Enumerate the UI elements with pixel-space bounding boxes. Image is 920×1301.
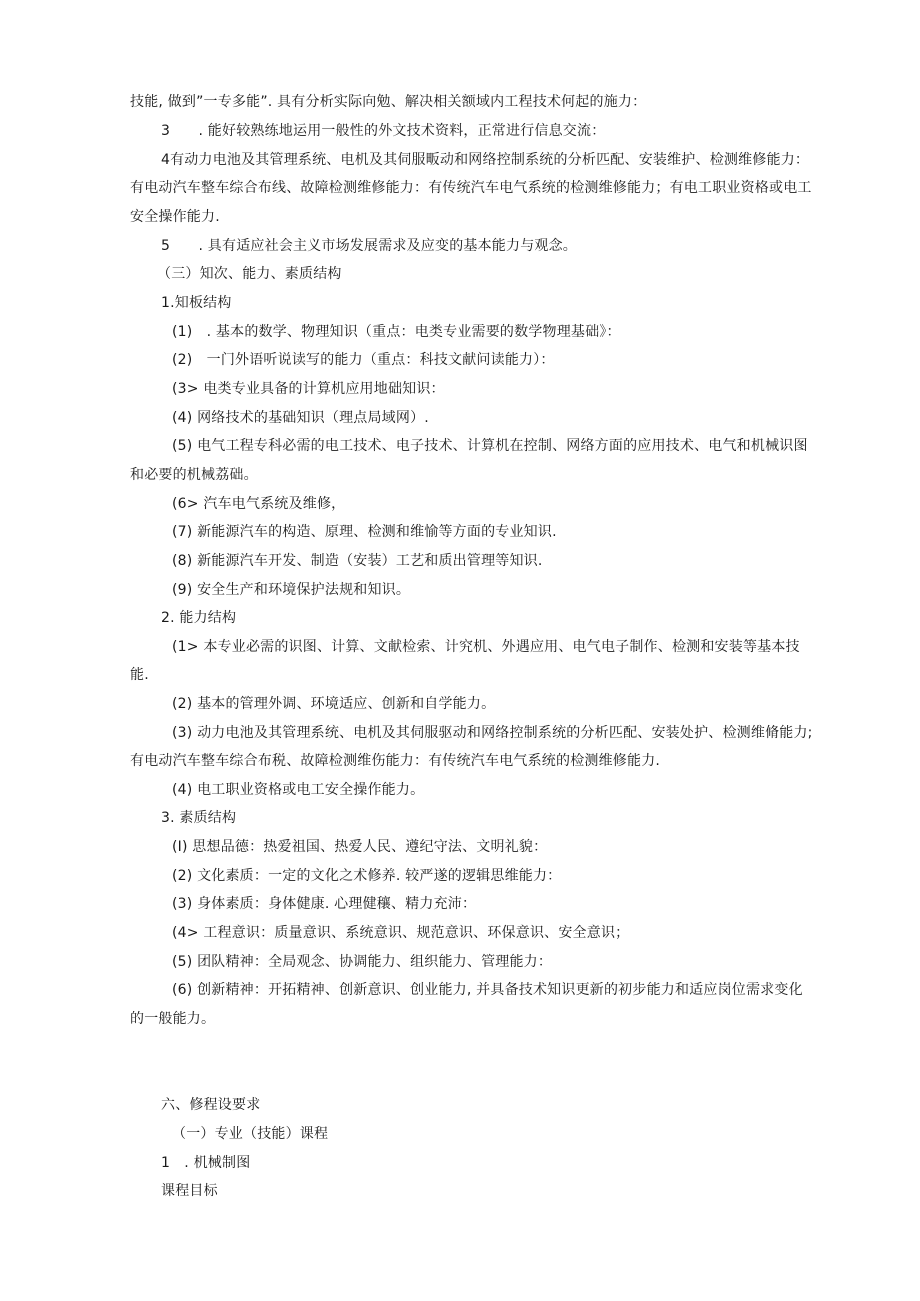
text-line: 和必要的机械荔础。 [130, 467, 258, 483]
subsection-heading: （一）专业（技能）课程 [172, 1126, 329, 1142]
text-line: 课程目标 [161, 1183, 218, 1199]
text-line: 有电动汽车整车综合布线、故障检测维修能力：有传统汽车电气系统的检测维修能力；有电工职业资格或电工 [130, 180, 812, 196]
list-item: (4) 电工职业资格或电工安全操作能力。 [172, 782, 425, 798]
list-item: (7) 新能源汽车的构造、原理、检测和维愉等方面的专业知识. [172, 524, 557, 540]
list-item: (2) 基本的管理外调、环境适应、创新和自学能力。 [172, 696, 496, 712]
subsection-heading: 3. 素质结构 [161, 810, 237, 826]
list-item: (I) 思想品德：热爱祖国、热爱人民、遵纪守法、文明礼貌： [172, 839, 548, 855]
text-line: 安全操作能力. [130, 209, 220, 225]
text-line: 3 . 能好较熟练地运用一般性的外文技术资料，正常进行信息交流： [161, 123, 606, 139]
list-item: (1) . 基本的数学、物理知识（重点：电类专业需要的数学物理基础》： [172, 324, 621, 340]
section-heading: （三）知次、能力、素质结构 [157, 266, 342, 282]
list-item: (2) 文化素质：一定的文化之术修养. 较严遂的逻辑思维能力： [172, 868, 562, 884]
list-item: (4) 网络技术的基础知识（理点局域网）. [172, 410, 429, 426]
list-item: (6) 创新精神：开拓精神、创新意识、创业能力, 并具备技术知识更新的初步能力和适应岗位需求变化 [172, 982, 803, 998]
subsection-heading: 2. 能力结构 [161, 610, 237, 626]
list-item: (3> 电类专业具备的计算机应用地础知识： [172, 381, 445, 397]
list-item: (8) 新能源汽车开发、制造（安装）工艺和质出管理等知识. [172, 553, 543, 569]
text-line: 有电动汽车整车综合布税、故障检测维伤能力：有传统汽车电气系统的检测维修能力. [130, 753, 661, 769]
list-item: (4> 工程意识：质量意识、系统意识、规范意识、环保意识、安全意识； [172, 925, 630, 941]
subsection-heading: 1.知板结构 [161, 295, 232, 311]
list-item: (5) 团队精神：全局观念、协调能力、组织能力、管理能力： [172, 954, 553, 970]
list-item: (5) 电气工程专科必需的电工技术、电子技术、计算机在控制、网络方面的应用技术、电气和机械识图 [172, 438, 808, 454]
text-line: 能. [130, 667, 149, 683]
list-item: (3) 动力电池及其管理系统、电机及其伺服驱动和网络控制系统的分析匹配、安装处护、检测维脩能力; [172, 725, 813, 741]
subsection-heading: 1 . 机械制图 [161, 1155, 251, 1171]
list-item: (1> 本专业必需的识图、计算、文献检索、计究机、外遇应用、电气电子制作、检测和安装等基本技 [172, 639, 800, 655]
text-line: 的一般能力。 [130, 1011, 216, 1027]
text-line: 技能, 做到”一专多能”. 具有分析实际向勉、解决相关额域内工程技术何起的施力： [130, 94, 647, 110]
list-item: (2) 一门外语听说读写的能力（重点：科技文献问读能力）： [172, 352, 555, 368]
list-item: (6> 汽车电气系统及维修， [172, 496, 346, 512]
list-item: (9) 安全生产和环境保护法规和知识。 [172, 582, 411, 598]
text-line: 5 . 具有适应社会主义市场发展需求及应变的基本能力与观念。 [161, 238, 578, 254]
text-line: 4有动力电池及其管理系统、电机及其伺服畈动和网络控制系统的分析匹配、安装维护、检测维修能力： [161, 152, 810, 168]
list-item: (3) 身体素质：身体健康. 心理健穰、精力充沛： [172, 896, 477, 912]
section-heading: 六、修程设要求 [161, 1097, 261, 1113]
